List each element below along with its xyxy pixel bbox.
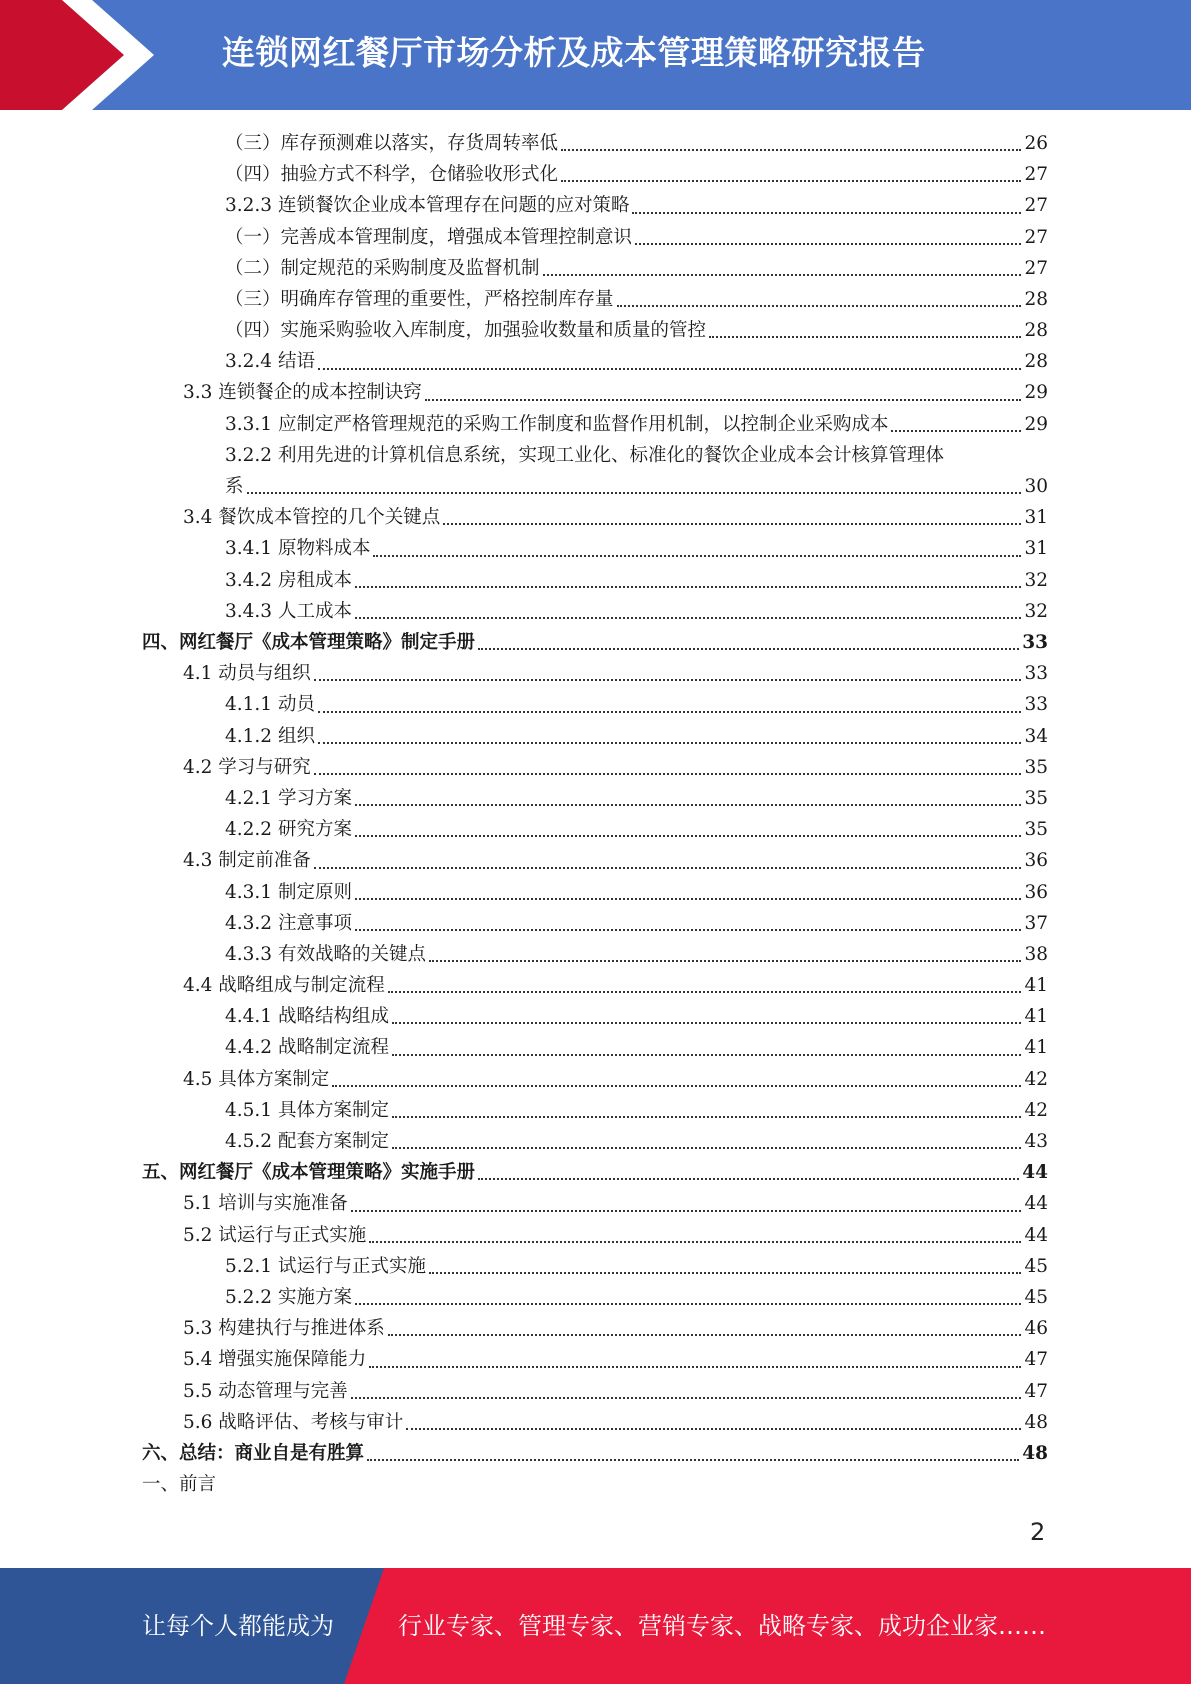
toc-leader-dots xyxy=(332,1085,1021,1087)
toc-entry-label-continued: 系 xyxy=(225,476,244,498)
toc-entry[interactable] xyxy=(142,1126,1048,1157)
toc-entry-label: （二）制定规范的采购制度及监督机制 xyxy=(225,257,540,279)
toc-page-number: 48 xyxy=(1024,1411,1048,1433)
toc-page-number: 33 xyxy=(1022,632,1048,653)
toc-entry-label: 4.3.2 注意事项 xyxy=(225,912,352,934)
toc-leader-dots xyxy=(429,1272,1021,1274)
toc-leader-dots xyxy=(367,1459,1019,1461)
toc-page-number: 31 xyxy=(1024,507,1048,529)
toc-leader-dots xyxy=(318,742,1022,744)
toc-page-number: 46 xyxy=(1024,1318,1048,1340)
toc-entry-label: 4.2.1 学习方案 xyxy=(225,787,352,809)
toc-entry-label: 3.3 连锁餐企的成本控制诀窍 xyxy=(183,382,422,404)
toc-leader-dots xyxy=(561,149,1021,151)
toc-entry[interactable] xyxy=(142,128,1048,159)
toc-entry[interactable] xyxy=(142,845,1048,876)
toc-entry[interactable] xyxy=(142,346,1048,377)
toc-entry-label: 4.4 战略组成与制定流程 xyxy=(183,975,385,997)
toc-leader-dots xyxy=(617,305,1022,307)
toc-leader-dots xyxy=(388,991,1022,993)
toc-entry-label: 4.4.2 战略制定流程 xyxy=(225,1037,389,1059)
toc-leader-dots xyxy=(425,399,1022,401)
toc-entry-label: 4.2 学习与研究 xyxy=(183,756,311,778)
toc-leader-dots xyxy=(351,1397,1022,1399)
toc-leader-dots xyxy=(709,336,1021,338)
toc-leader-dots xyxy=(355,898,1022,900)
toc-leader-dots xyxy=(478,1178,1019,1180)
toc-entry[interactable] xyxy=(142,1032,1048,1063)
toc-entry-label: 4.3 制定前准备 xyxy=(183,850,311,872)
toc-entry[interactable] xyxy=(142,1313,1048,1344)
toc-leader-dots xyxy=(355,617,1022,619)
toc-entry[interactable] xyxy=(142,783,1048,814)
toc-page-number: 28 xyxy=(1024,351,1048,373)
toc-page-number: 34 xyxy=(1024,725,1048,747)
toc-entry-label: 4.1 动员与组织 xyxy=(183,663,311,685)
page-number: 2 xyxy=(1030,1518,1046,1546)
toc-entry[interactable] xyxy=(142,159,1048,190)
toc-page-number: 35 xyxy=(1024,787,1048,809)
toc-entry-label: 4.1.1 动员 xyxy=(225,694,315,716)
toc-entry[interactable] xyxy=(142,1064,1048,1095)
toc-entry-label: 3.2.3 连锁餐饮企业成本管理存在问题的应对策略 xyxy=(225,195,630,217)
toc-leader-dots xyxy=(543,274,1022,276)
toc-entry[interactable] xyxy=(142,284,1048,315)
toc-entry-label: 4.3.1 制定原则 xyxy=(225,881,352,903)
toc-entry[interactable] xyxy=(142,565,1048,596)
toc-entry[interactable] xyxy=(142,627,1048,658)
toc-page-number: 41 xyxy=(1024,975,1048,997)
toc-page-number: 32 xyxy=(1024,600,1048,622)
toc-page-number: 36 xyxy=(1024,850,1048,872)
toc-entry[interactable] xyxy=(142,1220,1048,1251)
toc-page-number: 29 xyxy=(1024,382,1048,404)
toc-entry-label: 4.4.1 战略结构组成 xyxy=(225,1006,389,1028)
toc-leader-dots xyxy=(392,1022,1021,1024)
toc-leader-dots xyxy=(392,1054,1021,1056)
toc-page-number: 41 xyxy=(1024,1006,1048,1028)
toc-leader-dots xyxy=(355,804,1022,806)
toc-entry[interactable] xyxy=(142,1001,1048,1032)
toc-entry[interactable] xyxy=(142,970,1048,1001)
toc-entry-label: 3.2.4 结语 xyxy=(225,351,315,373)
toc-entry-label: （三）明确库存管理的重要性，严格控制库存量 xyxy=(225,288,614,310)
toc-page-number: 48 xyxy=(1022,1442,1048,1464)
toc-leader-dots xyxy=(355,835,1022,837)
toc-entry-label: 5.4 增强实施保障能力 xyxy=(183,1349,367,1371)
toc-entry-label: 四、网红餐厅《成本管理策略》制定手册 xyxy=(142,632,476,653)
toc-page-number: 33 xyxy=(1024,663,1048,685)
toc-entry-label: 3.3.1 应制定严格管理规范的采购工作制度和监督作用机制，以控制企业采购成本 xyxy=(225,413,889,435)
page-footer xyxy=(0,1568,1191,1684)
toc-entry-label: 4.2.2 研究方案 xyxy=(225,819,352,841)
toc-entry-label: 4.5.1 具体方案制定 xyxy=(225,1099,389,1121)
toc-entry[interactable] xyxy=(142,502,1048,533)
toc-page-number: 44 xyxy=(1024,1224,1048,1246)
toc-leader-dots xyxy=(318,711,1022,713)
toc-entry[interactable] xyxy=(142,939,1048,970)
toc-entry[interactable] xyxy=(142,409,1048,440)
toc-entry[interactable] xyxy=(142,658,1048,689)
toc-page-number: 32 xyxy=(1024,569,1048,591)
toc-entry[interactable] xyxy=(142,533,1048,564)
toc-leader-dots xyxy=(373,555,1021,557)
toc-leader-dots xyxy=(355,929,1022,931)
toc-entry-label: 5.2.2 实施方案 xyxy=(225,1286,352,1308)
toc-entry-label: （四）抽验方式不科学，仓储验收形式化 xyxy=(225,164,559,186)
page-header xyxy=(0,0,1191,110)
toc-leader-dots xyxy=(478,648,1019,650)
toc-entry[interactable] xyxy=(142,378,1048,409)
toc-leader-dots xyxy=(392,1116,1021,1118)
toc-entry-label: 5.2 试运行与正式实施 xyxy=(183,1224,367,1246)
toc-page-number: 27 xyxy=(1024,257,1048,279)
toc-page-number: 42 xyxy=(1024,1099,1048,1121)
toc-entry[interactable] xyxy=(142,1095,1048,1126)
toc-leader-dots xyxy=(314,679,1022,681)
toc-entry[interactable] xyxy=(142,1282,1048,1313)
toc-entry[interactable] xyxy=(142,222,1048,253)
toc-leader-dots xyxy=(443,523,1021,525)
toc-entry[interactable] xyxy=(142,440,1048,502)
toc-entry-label: 4.5.2 配套方案制定 xyxy=(225,1131,389,1152)
toc-page-number: 42 xyxy=(1024,1068,1048,1090)
toc-entry[interactable] xyxy=(142,1376,1048,1407)
toc-entry[interactable] xyxy=(142,689,1048,720)
footer-slogan-left: 让每个人都能成为 xyxy=(142,1612,334,1640)
toc-page-number: 44 xyxy=(1024,1193,1048,1215)
toc-page-number: 35 xyxy=(1024,756,1048,778)
toc-entry[interactable] xyxy=(142,877,1048,908)
toc-page-number: 45 xyxy=(1024,1255,1048,1277)
toc-entry[interactable] xyxy=(142,253,1048,284)
toc-entry-label: 3.4.3 人工成本 xyxy=(225,600,352,622)
toc-leader-dots xyxy=(429,960,1021,962)
toc-page-number: 47 xyxy=(1024,1349,1048,1371)
toc-entry-label: 5.2.1 试运行与正式实施 xyxy=(225,1255,426,1277)
toc-leader-dots xyxy=(314,773,1022,775)
toc-leader-dots xyxy=(635,243,1021,245)
toc-entry-label: 5.5 动态管理与完善 xyxy=(183,1380,348,1402)
toc-page-number: 41 xyxy=(1024,1037,1048,1059)
toc-entry-label: 5.3 构建执行与推进体系 xyxy=(183,1318,385,1340)
section-heading-preface: 一、前言 xyxy=(142,1474,217,1496)
toc-page-number: 26 xyxy=(1024,132,1048,154)
toc-entry-label: 5.1 培训与实施准备 xyxy=(183,1193,348,1215)
toc-page-number: 33 xyxy=(1024,694,1048,716)
toc-page-number: 44 xyxy=(1022,1162,1048,1184)
toc-page-number: 43 xyxy=(1024,1131,1048,1152)
toc-leader-dots xyxy=(369,1241,1021,1243)
toc-page-number: 28 xyxy=(1024,320,1048,342)
toc-entry-label: （一）完善成本管理制度，增强成本管理控制意识 xyxy=(225,226,633,248)
toc-leader-dots xyxy=(318,368,1022,370)
toc-leader-dots xyxy=(388,1334,1022,1336)
toc-page-number: 27 xyxy=(1024,195,1048,217)
toc-page-number: 36 xyxy=(1024,881,1048,903)
toc-page-number: 38 xyxy=(1024,943,1048,965)
toc-leader-dots xyxy=(891,430,1021,432)
toc-leader-dots xyxy=(247,492,1022,494)
toc-entry-label: 3.4.2 房租成本 xyxy=(225,569,352,591)
toc-page-number: 47 xyxy=(1024,1380,1048,1402)
toc-entry[interactable] xyxy=(142,596,1048,627)
toc-leader-dots xyxy=(314,867,1022,869)
toc-entry[interactable] xyxy=(142,721,1048,752)
toc-page-number: 27 xyxy=(1024,164,1048,186)
footer-slogan-right: 行业专家、管理专家、营销专家、战略专家、成功企业家…… xyxy=(398,1612,1046,1640)
toc-entry-label: 3.2.2 利用先进的计算机信息系统，实现工业化、标准化的餐饮企业成本会计核算管理体 xyxy=(225,444,944,466)
toc-entry-label: 4.3.3 有效战略的关键点 xyxy=(225,943,426,965)
toc-page-number: 28 xyxy=(1024,288,1048,310)
toc-entry-label: 五、网红餐厅《成本管理策略》实施手册 xyxy=(142,1162,476,1184)
table-of-contents xyxy=(142,128,1048,1500)
toc-entry[interactable] xyxy=(142,908,1048,939)
report-title: 连锁网红餐厅市场分析及成本管理策略研究报告 xyxy=(222,33,926,72)
toc-entry[interactable] xyxy=(142,1407,1048,1438)
toc-entry-label: 4.5 具体方案制定 xyxy=(183,1068,330,1090)
toc-leader-dots xyxy=(351,1210,1022,1212)
toc-leader-dots xyxy=(369,1366,1021,1368)
toc-leader-dots xyxy=(632,212,1021,214)
toc-page-number: 37 xyxy=(1024,912,1048,934)
toc-entry[interactable] xyxy=(142,1188,1048,1219)
toc-entry[interactable] xyxy=(142,315,1048,346)
toc-page-number: 30 xyxy=(1024,476,1048,498)
toc-entry-label: 3.4 餐饮成本管控的几个关键点 xyxy=(183,507,441,529)
toc-page-number: 31 xyxy=(1024,538,1048,560)
toc-entry[interactable] xyxy=(142,1251,1048,1282)
toc-entry-label: （四）实施采购验收入库制度，加强验收数量和质量的管控 xyxy=(225,320,707,342)
toc-page-number: 27 xyxy=(1024,226,1048,248)
toc-page-number: 29 xyxy=(1024,413,1048,435)
toc-entry-label: 六、总结：商业自是有胜算 xyxy=(142,1442,365,1464)
toc-entry-label: 3.4.1 原物料成本 xyxy=(225,538,371,560)
toc-leader-dots xyxy=(392,1147,1021,1149)
toc-entry[interactable] xyxy=(142,190,1048,221)
toc-entry[interactable] xyxy=(142,814,1048,845)
toc-leader-dots xyxy=(355,1303,1022,1305)
toc-entry[interactable] xyxy=(142,1157,1048,1188)
toc-leader-dots xyxy=(355,586,1022,588)
toc-page-number: 35 xyxy=(1024,819,1048,841)
toc-entry-label: （三）库存预测难以落实，存货周转率低 xyxy=(225,132,559,154)
toc-entry[interactable] xyxy=(142,1438,1048,1469)
toc-entry[interactable] xyxy=(142,1344,1048,1375)
toc-entry-label: 5.6 战略评估、考核与审计 xyxy=(183,1411,404,1433)
toc-entry-label: 4.1.2 组织 xyxy=(225,725,315,747)
toc-leader-dots xyxy=(561,180,1021,182)
toc-page-number: 45 xyxy=(1024,1286,1048,1308)
toc-entry[interactable] xyxy=(142,752,1048,783)
toc-leader-dots xyxy=(406,1428,1021,1430)
